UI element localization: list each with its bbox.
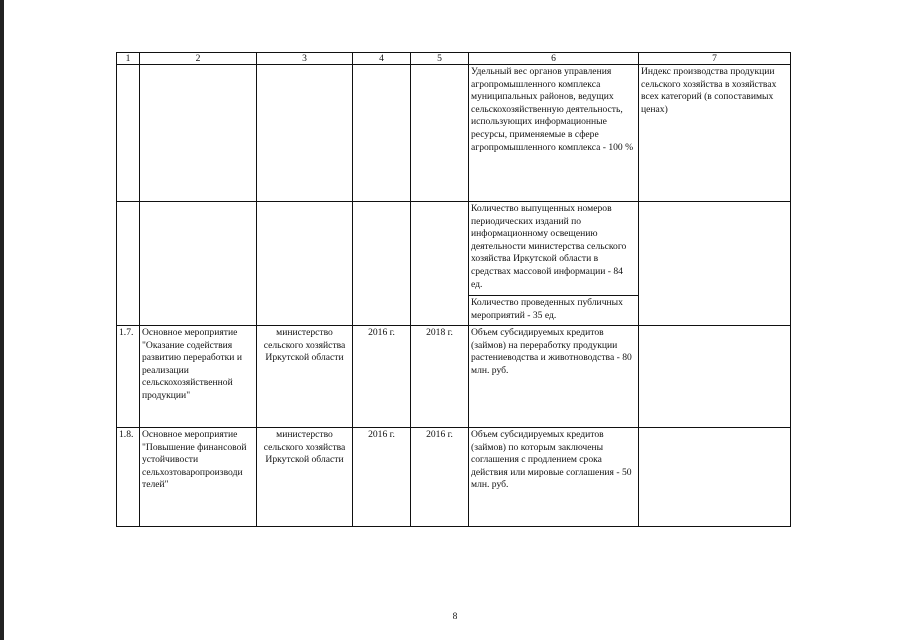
start-year-cell: 2016 г. [353,326,411,428]
start-year-cell [353,202,411,326]
table-row [117,65,791,202]
column-header: 3 [257,53,353,65]
executor-cell: министерство сельского хозяйства Иркутской области [257,326,353,428]
end-year-cell [411,202,469,326]
table-row [117,202,791,296]
indicator-cell: Количество проведенных публичных мероприятий - 35 ед. [469,296,639,326]
target-indicator-cell [639,202,791,326]
table-row [117,326,791,428]
scan-edge-shadow [0,0,4,640]
table-row [117,428,791,527]
target-indicator-cell: Индекс производства продукции сельского хозяйства в хозяйствах всех категорий (в сопоставимых ценах) [639,65,791,202]
column-header: 5 [411,53,469,65]
column-header: 2 [140,53,257,65]
end-year-cell: 2018 г. [411,326,469,428]
start-year-cell: 2016 г. [353,428,411,527]
column-header: 7 [639,53,791,65]
row-number-cell [117,202,140,326]
page-number: 8 [452,612,458,622]
target-indicator-cell [639,326,791,428]
end-year-cell [411,65,469,202]
program-events-table [116,52,791,527]
target-indicator-cell [639,428,791,527]
indicator-cell: Объем субсидируемых кредитов (займов) по которым заключены соглашения с продлением срока действия или мировые соглашения - 50 млн. руб. [469,428,639,527]
column-header: 6 [469,53,639,65]
column-number-row [117,53,791,65]
column-header: 4 [353,53,411,65]
indicator-cell: Количество выпущенных номеров периодических изданий по информационному освещению деятельности министерства сельского хозяйства Иркутской области в средствах массовой информации - 84 ед. [469,202,639,296]
end-year-cell: 2016 г. [411,428,469,527]
indicator-cell: Удельный вес органов управления агропромышленного комплекса муниципальных районов, ведущих сельскохозяйственную деятельность, использующих информационные ресурсы, применяемые в сфере агропромышленного комплекса - 100 % [469,65,639,202]
row-number-cell: 1.7. [117,326,140,428]
executor-cell [257,202,353,326]
event-cell [140,202,257,326]
executor-cell: министерство сельского хозяйства Иркутской области [257,428,353,527]
event-cell: Основное мероприятие "Повышение финансовой устойчивости сельхозтоваропроизводи телей" [140,428,257,527]
executor-cell [257,65,353,202]
indicator-cell: Объем субсидируемых кредитов (займов) на переработку продукции растениеводства и животноводства - 80 млн. руб. [469,326,639,428]
column-header: 1 [117,53,140,65]
row-number-cell [117,65,140,202]
event-cell [140,65,257,202]
start-year-cell [353,65,411,202]
row-number-cell: 1.8. [117,428,140,527]
event-cell: Основное мероприятие "Оказание содействия развитию переработки и реализации сельскохозяйственной продукции" [140,326,257,428]
